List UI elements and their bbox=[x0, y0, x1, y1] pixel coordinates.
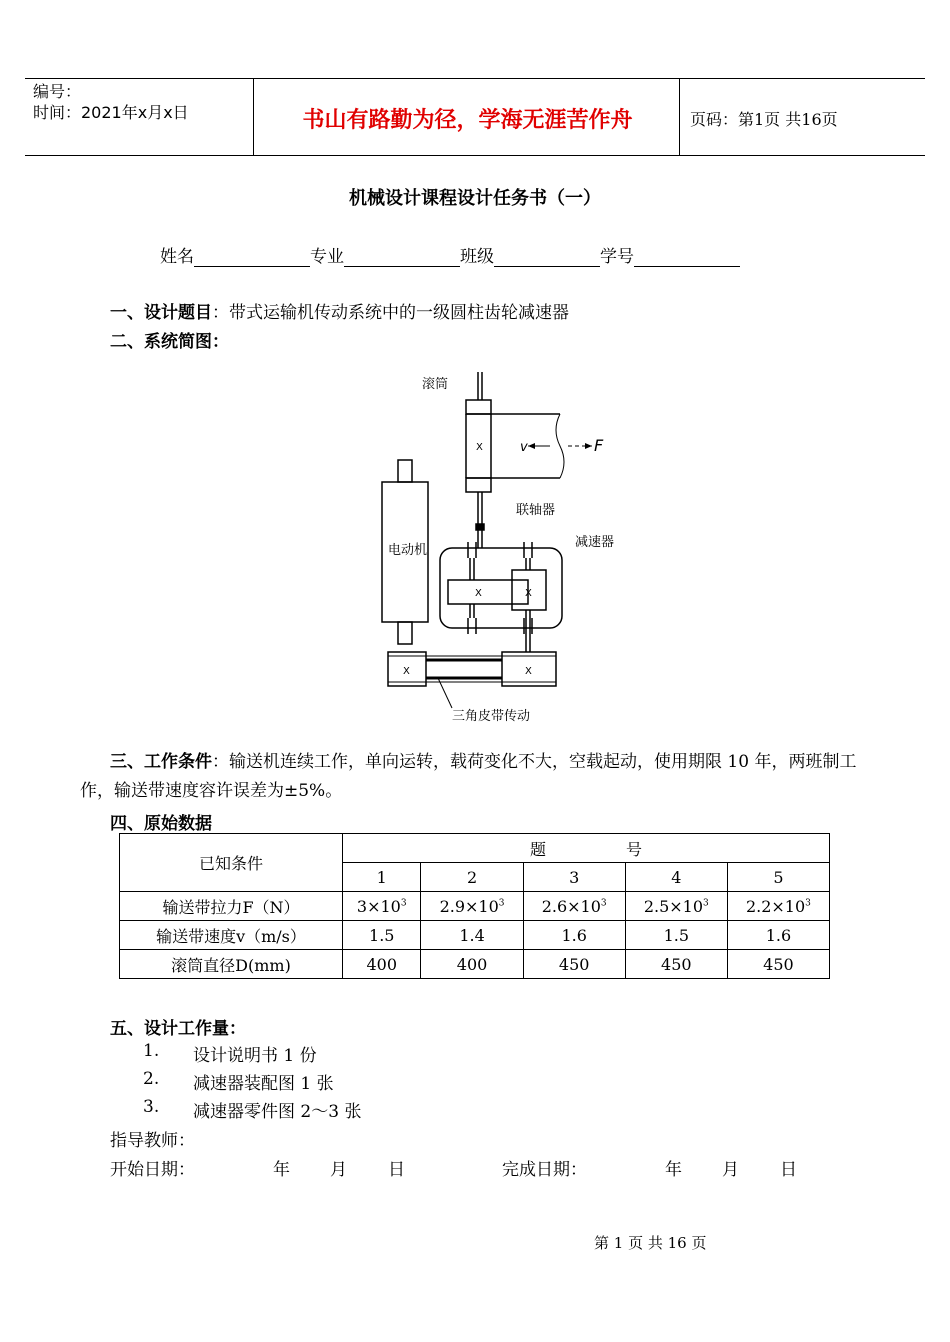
time-label: 时间：2021年x月x日 bbox=[33, 103, 189, 122]
drum-x-mark: X bbox=[476, 442, 483, 453]
class-label: 班级 bbox=[460, 247, 494, 267]
table-cell: 450 bbox=[523, 950, 625, 979]
belt-drive-label: 三角皮带传动 bbox=[452, 709, 531, 724]
table-cell: $3\times 10^3$ bbox=[343, 892, 421, 921]
reducer-label: 减速器 bbox=[575, 535, 615, 550]
header-divider bbox=[679, 79, 680, 155]
problem-number: 2 bbox=[421, 863, 523, 892]
header-meta bbox=[33, 81, 189, 123]
problem-number: 3 bbox=[523, 863, 625, 892]
table-cell: 400 bbox=[343, 950, 421, 979]
problem-number: 5 bbox=[727, 863, 829, 892]
table-row bbox=[120, 921, 830, 950]
velocity-label: v bbox=[520, 440, 528, 455]
student-info-line bbox=[160, 242, 740, 267]
section-label: 三、工作条件 bbox=[110, 752, 212, 772]
id-blank bbox=[634, 248, 740, 267]
table-cell: $2.5\times 10^3$ bbox=[625, 892, 727, 921]
list-item-text: 减速器零件图 2～3 张 bbox=[193, 1102, 362, 1122]
page-footer: 第 1 页 共 16 页 bbox=[594, 1234, 707, 1252]
header-motto: 书山有路勤为径，学海无涯苦作舟 bbox=[302, 108, 633, 133]
start-date-label: 开始日期： bbox=[110, 1160, 195, 1180]
gear-x-mark: X bbox=[525, 588, 532, 599]
list-item-text: 减速器装配图 1 张 bbox=[193, 1074, 334, 1094]
name-label: 姓名 bbox=[160, 247, 194, 267]
row-label: 输送带拉力F（N） bbox=[120, 892, 343, 921]
header-divider bbox=[253, 79, 254, 155]
section-label: 五、设计工作量： bbox=[110, 1019, 246, 1039]
motor-label: 电动机 bbox=[388, 543, 428, 558]
problem-number: 4 bbox=[625, 863, 727, 892]
section-label: 四、原始数据 bbox=[110, 814, 212, 834]
table-cell: 400 bbox=[421, 950, 523, 979]
section-text: ：输送机连续工作，单向运转，载荷变化不大，空载起动，使用期限 10 年，两班制工作，输送带速度容许误差为±5%。 bbox=[80, 752, 857, 801]
table-cell: 1.4 bbox=[421, 921, 523, 950]
problem-number: 1 bbox=[343, 863, 421, 892]
table-cell: 1.5 bbox=[343, 921, 421, 950]
table-header-problem: 题 号 bbox=[343, 834, 830, 863]
number-label: 编号： bbox=[33, 82, 82, 101]
force-label: F bbox=[594, 436, 604, 455]
table-row bbox=[120, 950, 830, 979]
table-cell: 450 bbox=[625, 950, 727, 979]
pulley-x-mark: X bbox=[525, 666, 532, 677]
page-header bbox=[25, 78, 925, 156]
table-cell: $2.6\times 10^3$ bbox=[523, 892, 625, 921]
list-item-text: 设计说明书 1 份 bbox=[193, 1046, 317, 1066]
table-row bbox=[120, 892, 830, 921]
major-blank bbox=[344, 248, 460, 267]
list-item: 1. bbox=[143, 1041, 160, 1061]
section-text: ：带式运输机传动系统中的一级圆柱齿轮减速器 bbox=[212, 303, 569, 323]
date-day: 日 bbox=[780, 1160, 797, 1180]
document-title: 机械设计课程设计任务书（一） bbox=[349, 188, 601, 209]
class-blank bbox=[494, 248, 600, 267]
table-cell: 1.6 bbox=[727, 921, 829, 950]
header-page-info: 页码：第1页 共16页 bbox=[690, 110, 838, 129]
row-label: 滚筒直径D(mm) bbox=[120, 950, 343, 979]
reducer-x-mark: X bbox=[475, 588, 482, 599]
pulley-x-mark: X bbox=[403, 666, 410, 677]
table-cell: 1.5 bbox=[625, 921, 727, 950]
section-label: 一、设计题目 bbox=[110, 303, 212, 323]
date-month: 月 bbox=[722, 1160, 739, 1180]
section-label: 二、系统简图： bbox=[110, 332, 229, 352]
section-workload bbox=[110, 1014, 246, 1039]
name-blank bbox=[194, 248, 310, 267]
system-diagram bbox=[370, 362, 630, 730]
table-cell: 450 bbox=[727, 950, 829, 979]
section-design-topic bbox=[110, 298, 569, 323]
section-raw-data bbox=[110, 809, 212, 834]
list-item: 2. bbox=[143, 1069, 160, 1089]
date-year: 年 bbox=[273, 1160, 290, 1180]
table-header-known: 已知条件 bbox=[120, 834, 343, 892]
raw-data-table bbox=[119, 833, 830, 979]
list-item: 3. bbox=[143, 1097, 160, 1117]
date-month: 月 bbox=[330, 1160, 347, 1180]
id-label: 学号 bbox=[600, 247, 634, 267]
advisor-label: 指导教师： bbox=[110, 1131, 195, 1151]
table-cell: $2.9\times 10^3$ bbox=[421, 892, 523, 921]
row-label: 输送带速度v（m/s） bbox=[120, 921, 343, 950]
drum-label: 滚筒 bbox=[422, 377, 449, 392]
date-day: 日 bbox=[388, 1160, 405, 1180]
date-year: 年 bbox=[665, 1160, 682, 1180]
coupling-label: 联轴器 bbox=[516, 503, 556, 518]
section-work-conditions bbox=[80, 748, 880, 806]
major-label: 专业 bbox=[310, 247, 344, 267]
table-cell: 1.6 bbox=[523, 921, 625, 950]
end-date-label: 完成日期： bbox=[502, 1160, 587, 1180]
section-system-diagram bbox=[110, 327, 229, 352]
table-cell: $2.2\times 10^3$ bbox=[727, 892, 829, 921]
